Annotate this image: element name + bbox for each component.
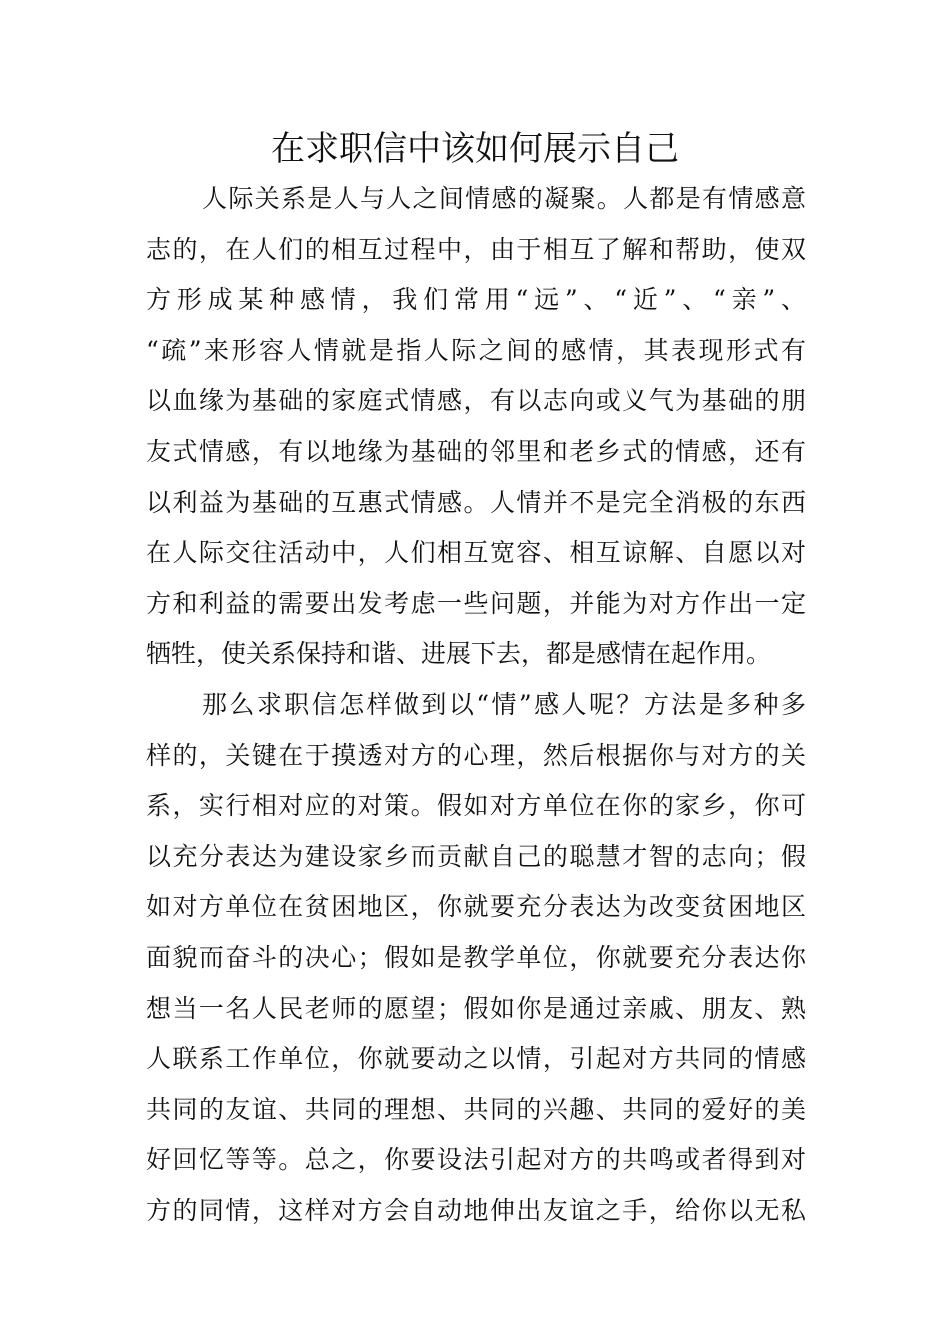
text-line: 以血缘为基础的家庭式情感，有以志向或义气为基础的朋 <box>146 386 806 416</box>
text-line: 牺牲，使关系保持和谐、进展下去，都是感情在起作用。 <box>146 639 772 669</box>
text-line: 友式情感，有以地缘为基础的邻里和老乡式的情感，还有 <box>146 436 806 466</box>
text-line: 想当一名人民老师的愿望；假如你是通过亲戚、朋友、熟 <box>146 993 806 1023</box>
text-line: 人联系工作单位，你就要动之以情，引起对方共同的情感 <box>146 1044 806 1074</box>
text-line: 共同的友谊、共同的理想、共同的兴趣、共同的爱好的美 <box>146 1094 806 1124</box>
text-line: 在人际交往活动中，人们相互宽容、相互谅解、自愿以对 <box>146 538 806 568</box>
document-title: 在求职信中该如何展示自己 <box>271 129 679 169</box>
text-line: 系，实行相对应的对策。假如对方单位在你的家乡，你可 <box>146 791 806 821</box>
text-line: 方和利益的需要出发考虑一些问题，并能为对方作出一定 <box>146 588 806 618</box>
text-line: 那么求职信怎样做到以“情”感人呢？方法是多种多 <box>202 689 806 719</box>
text-line: 样的，关键在于摸透对方的心理，然后根据你与对方的关 <box>146 740 806 770</box>
text-line: 人际关系是人与人之间情感的凝聚。人都是有情感意 <box>202 184 806 213</box>
text-line: 以利益为基础的互惠式情感。人情并不是完全消极的东西 <box>146 487 806 517</box>
text-line: 以充分表达为建设家乡而贡献自己的聪慧才智的志向；假 <box>146 841 806 871</box>
text-line: 面貌而奋斗的决心；假如是教学单位，你就要充分表达你 <box>146 942 806 972</box>
text-line: “疏”来形容人情就是指人际之间的感情，其表现形式有 <box>146 335 806 365</box>
text-line: 如对方单位在贫困地区，你就要充分表达为改变贫困地区 <box>146 892 806 922</box>
paragraph-2 <box>146 680 806 1237</box>
text-line: 好回忆等等。总之，你要设法引起对方的共鸣或者得到对 <box>146 1145 806 1175</box>
text-line: 方的同情，这样对方会自动地伸出友谊之手，给你以无私 <box>146 1195 806 1225</box>
text-line: 志的，在人们的相互过程中，由于相互了解和帮助，使双 <box>146 234 806 264</box>
text-line: 方形成某种感情，我们常用“远”、“近”、“亲”、 <box>146 285 806 315</box>
paragraph-1 <box>146 174 806 680</box>
document-body <box>146 174 806 1236</box>
